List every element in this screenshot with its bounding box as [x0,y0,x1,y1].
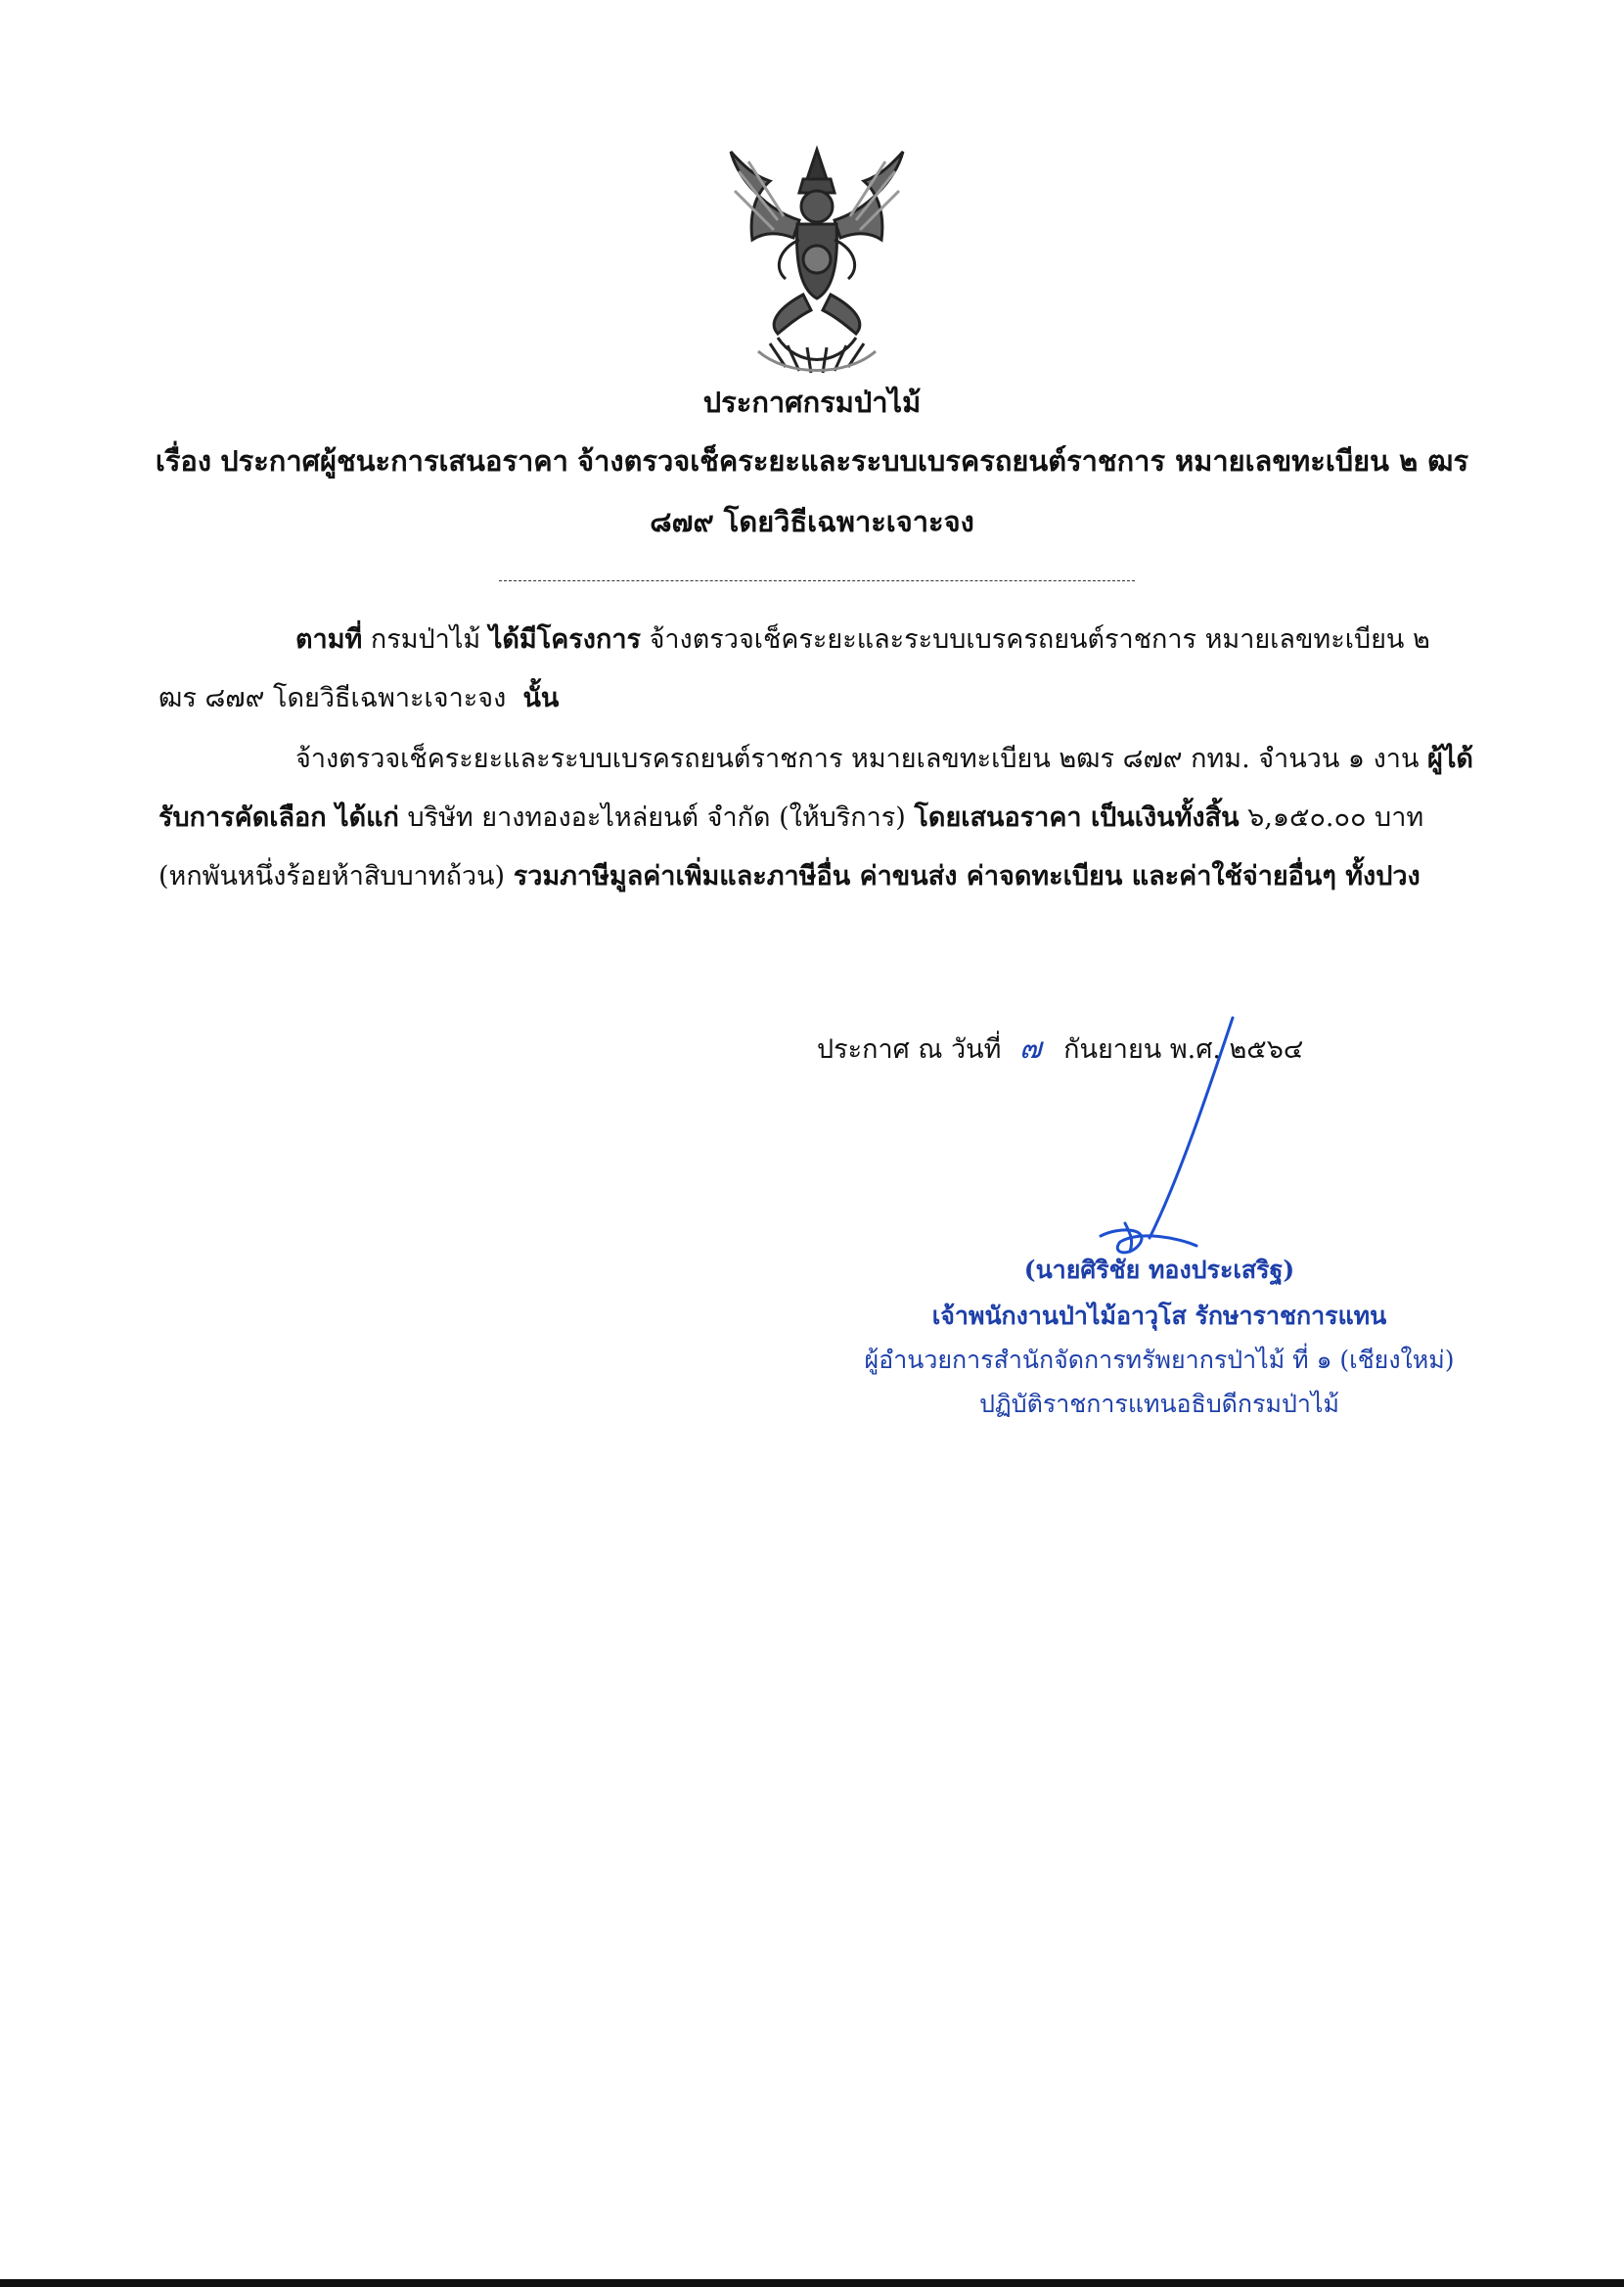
p1-text-b: จ้างตรวจเช็คระยะและระบบเบรครถยนต์ราชการ หมายเลขทะเบียน ๒ ฒร ๘๗๙ โดยวิธีเฉพาะเจาะจง [158,624,1430,713]
subject-label: เรื่อง [155,444,211,478]
subject-continuation: ๘๗๙ โดยวิธีเฉพาะเจาะจง [650,505,974,538]
subject-line-1 [137,438,1487,483]
paragraph-1 [158,611,1474,728]
handwritten-signature-icon [1032,1013,1257,1267]
date-label: ประกาศ ณ วันที่ [817,1034,1002,1065]
p1-mid: ได้มีโครงการ [488,624,641,655]
p2-bold-b: โดยเสนอราคา เป็นเงินทั้งสิ้น [914,802,1240,833]
signatory-name: (นายศิริชัย ทองประเสริฐ) [1023,1256,1295,1284]
p2-text-a: จ้างตรวจเช็คระยะและระบบเบรครถยนต์ราชการ หมายเลขทะเบียน ๒ฒร ๘๗๙ กทม. จำนวน ๑ งาน [295,744,1420,774]
signatory-position-3: ปฏิบัติราชการแทนอธิบดีกรมป่าไม้ [979,1390,1339,1418]
page-title: ประกาศกรมป่าไม้ [702,386,922,419]
signatory-position-1: เจ้าพนักงานป่าไม้อาวุโส รักษาราชการแทน [931,1302,1387,1330]
p2-company: บริษัท ยางทองอะไหล่ยนต์ จำกัด (ให้บริการ) [407,802,906,833]
page-bottom-border [0,2279,1624,2287]
p2-bold-a: ผู้ได้รับการคัดเลือก ได้แก่ [158,744,1473,833]
p1-text-a: กรมป่าไม้ [370,624,481,655]
p2-amount: ๖,๑๕๐.๐๐ บาท (หกพันหนึ่งร้อยห้าสิบบาทถ้วน) [158,802,1424,892]
subject-bold: ประกาศผู้ชนะการเสนอราคา [220,444,568,478]
paragraph-2 [158,730,1474,906]
p1-end: นั้น [522,683,560,713]
garuda-emblem-icon [709,142,925,377]
p2-bold-c: รวมภาษีมูลค่าเพิ่มและภาษีอื่น ค่าขนส่ง ค่าจดทะเบียน และค่าใช้จ่ายอื่นๆ ทั้งปวง [513,861,1421,892]
divider [499,580,1135,581]
date-day: ๗ [1019,1031,1042,1066]
date-month-year: กันยายน พ.ศ. ๒๕๖๔ [1063,1034,1304,1065]
subject-rest: จ้างตรวจเช็คระยะและระบบเบรครถยนต์ราชการ หมายเลขทะเบียน ๒ ฒร [577,444,1469,478]
subject-line-2 [137,499,1487,544]
signatory-position-2: ผู้อำนวยการสำนักจัดการทรัพยากรป่าไม้ ที่ ๑ (เชียงใหม่) [864,1346,1455,1374]
p1-lead: ตามที่ [295,624,363,655]
